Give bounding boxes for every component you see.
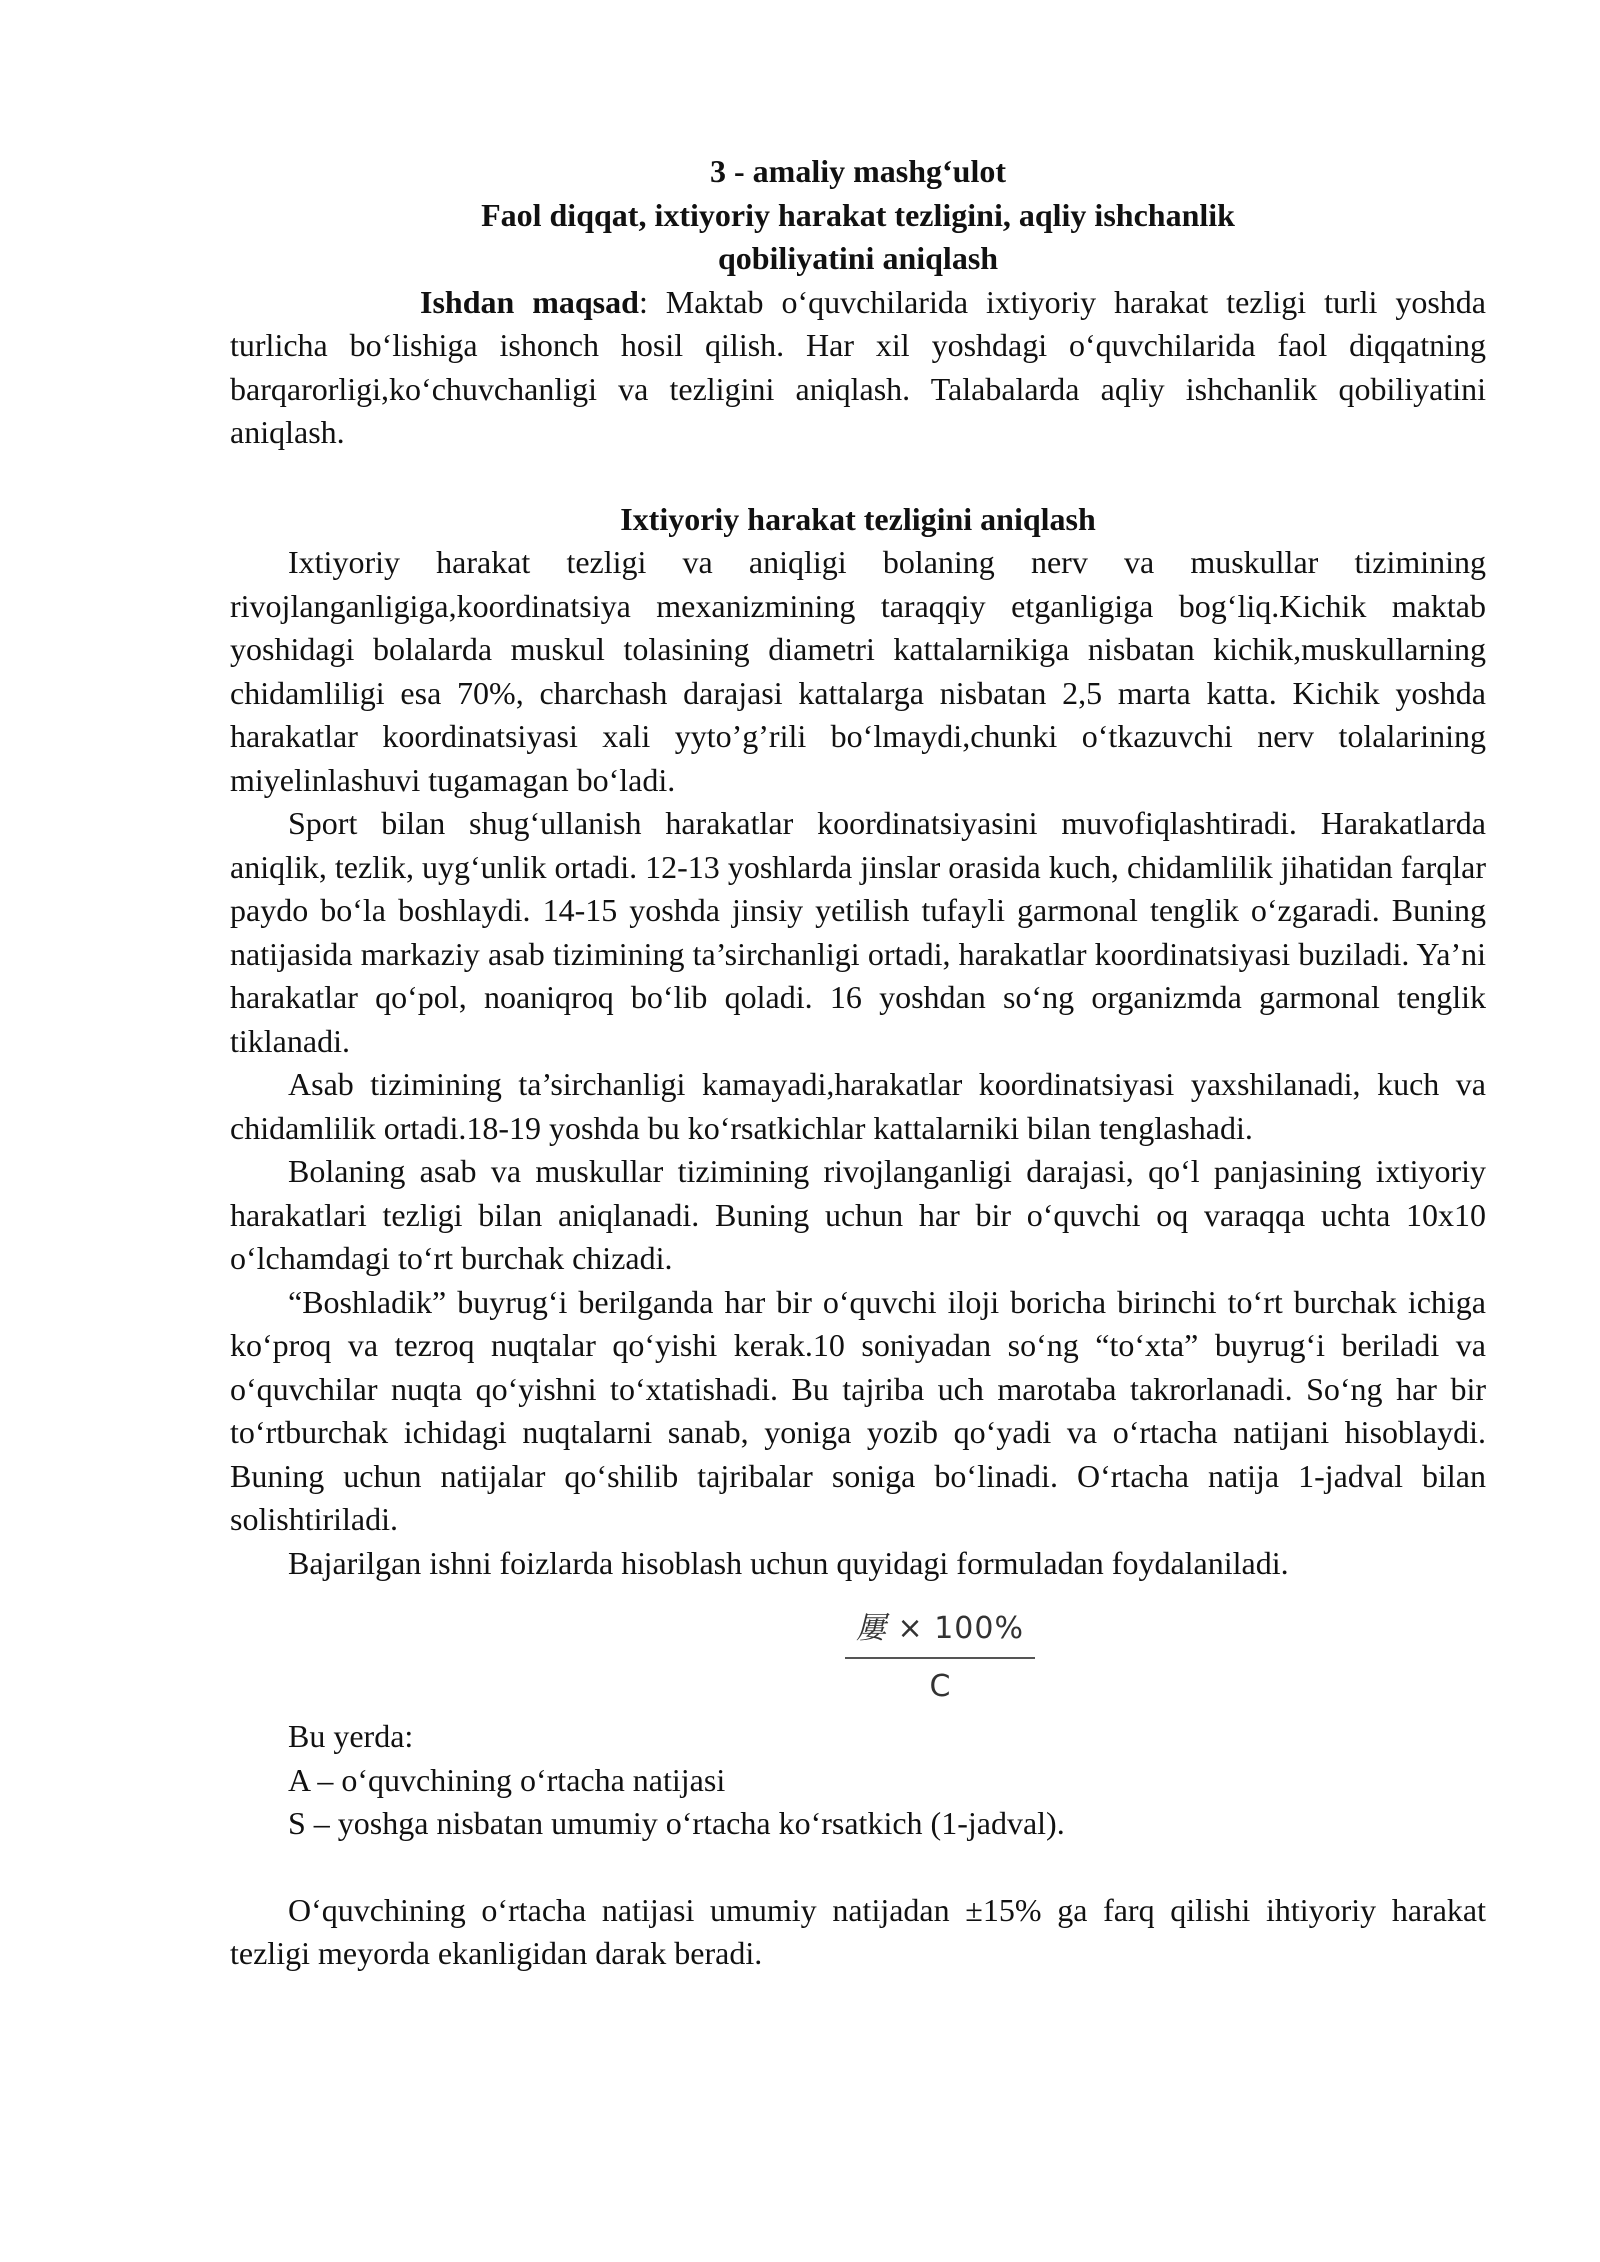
section-title: Ixtiyoriy harakat tezligini aniqlash (620, 500, 1096, 537)
conclusion-paragraph: O‘quvchining o‘rtacha natijasi umumiy natijadan ±15% ga farq qilishi ihtiyoriy harakat tezligi meyorda ekanligidan darak beradi. (230, 1891, 1486, 1971)
formula-denominator: C (929, 1668, 951, 1704)
formula-block (230, 1585, 1486, 1715)
formula-numerator (845, 1607, 1035, 1659)
legend-intro: Bu yerda: (288, 1718, 414, 1754)
document-page (230, 150, 1486, 1976)
document-subtitle-line1: Faol diqqat, ixtiyoriy harakat tezligini, aqliy ishchanlik (481, 196, 1235, 233)
spacer (230, 455, 1486, 498)
goal-label: Ishdan maqsad (420, 283, 639, 320)
spacer (230, 1846, 1486, 1889)
document-title: 3 - amaliy mashg‘ulot (710, 153, 1006, 189)
formula-numerator-symbol: 屢 (856, 1611, 887, 1646)
percentage-formula (845, 1607, 1035, 1708)
body-paragraph-6: Bajarilgan ishni foizlarda hisoblash uchun quyidagi formuladan foydalaniladi. (288, 1544, 1289, 1581)
legend-item-s: S – yoshga nisbatan umumiy o‘rtacha ko‘rsatkich (1-jadval). (288, 1805, 1065, 1841)
formula-numerator-rest: × 100% (897, 1611, 1024, 1646)
body-paragraph-5: “Boshladik” buyrug‘i berilganda har bir o‘quvchi iloji boricha birinchi to‘rt burchak ichiga ko‘proq va tezroq nuqtalar qo‘yishi kerak.10 soniyadan so‘ng “to‘xta” buyrug‘i beriladi va o‘quvchilar nuqta qo‘yishni to‘xtatishadi. Bu tajriba uch marotaba takrorlanadi. So‘ng har bir to‘rtburchak ichidagi nuqtalarni sanab, yoniga yozib qo‘yadi va o‘rtacha natijani hisoblaydi. Buning uchun natijalar qo‘shilib tajribalar soniga bo‘linadi. O‘rtacha natija 1-jadval bilan solishtiriladi. (230, 1283, 1486, 1537)
goal-paragraph (230, 281, 1486, 455)
legend-item-a: A – o‘quvchining o‘rtacha natijasi (288, 1761, 726, 1798)
body-paragraph-3: Asab tizimining ta’sirchanligi kamayadi,harakatlar koordinatsiyasi yaxshilanadi, kuch va chidamlilik ortadi.18-19 yoshda bu ko‘rsatkichlar kattalarniki bilan tenglashadi. (230, 1066, 1486, 1146)
body-paragraph-4: Bolaning asab va muskullar tizimining rivojlanganligi darajasi, qo‘l panjasining ixtiyoriy harakatlari tezligi bilan aniqlanadi. Buning uchun har bir o‘quvchi oq varaqqa uchta 10x10 o‘lchamdagi to‘rt burchak chizadi. (230, 1153, 1486, 1276)
goal-text: : Maktab o‘quvchilarida ixtiyoriy harakat tezligi turli yoshda turlicha bo‘lishiga ishonch hosil qilish. Har xil yoshdagi o‘quvchilarida faol diqqatning barqarorligi,ko‘chuvchanligi va tezligini aniqlash. Talabalarda aqliy ishchanlik qobiliyatini aniqlash. (230, 283, 1487, 450)
body-paragraph-1: Ixtiyoriy harakat tezligi va aniqligi bolaning nerv va muskullar tizimining rivojlanganligiga,koordinatsiya mexanizmining taraqqiy etganligiga bog‘liq.Kichik maktab yoshidagi bolalarda muskul tolasining diametri kattalarnikiga nisbatan kichik,muskullarning chidamliligi esa 70%, charchash darajasi kattalarga nisbatan 2,5 marta katta. Kichik yoshda harakatlar koordinatsiyasi xali yyto’g’rili bo‘lmaydi,chunki o‘tkazuvchi nerv tolalarining miyelinlashuvi tugamagan bo‘ladi. (230, 544, 1486, 798)
body-paragraph-2: Sport bilan shug‘ullanish harakatlar koordinatsiyasini muvofiqlashtiradi. Harakatlarda aniqlik, tezlik, uyg‘unlik ortadi. 12-13 yoshlarda jinslar orasida kuch, chidamlilik jihatidan farqlar paydo bo‘la boshlaydi. 14-15 yoshda jinsiy yetilish tufayli garmonal tenglik o‘zgaradi. Buning natijasida markaziy asab tizimining ta’sirchanligi ortadi, harakatlar koordinatsiyasi buziladi. Ya’ni harakatlar qo‘pol, noaniqroq bo‘lib qoladi. 16 yoshdan so‘ng organizmda garmonal tenglik tiklanadi. (230, 805, 1486, 1059)
document-subtitle-line2: qobiliyatini aniqlash (717, 240, 999, 276)
